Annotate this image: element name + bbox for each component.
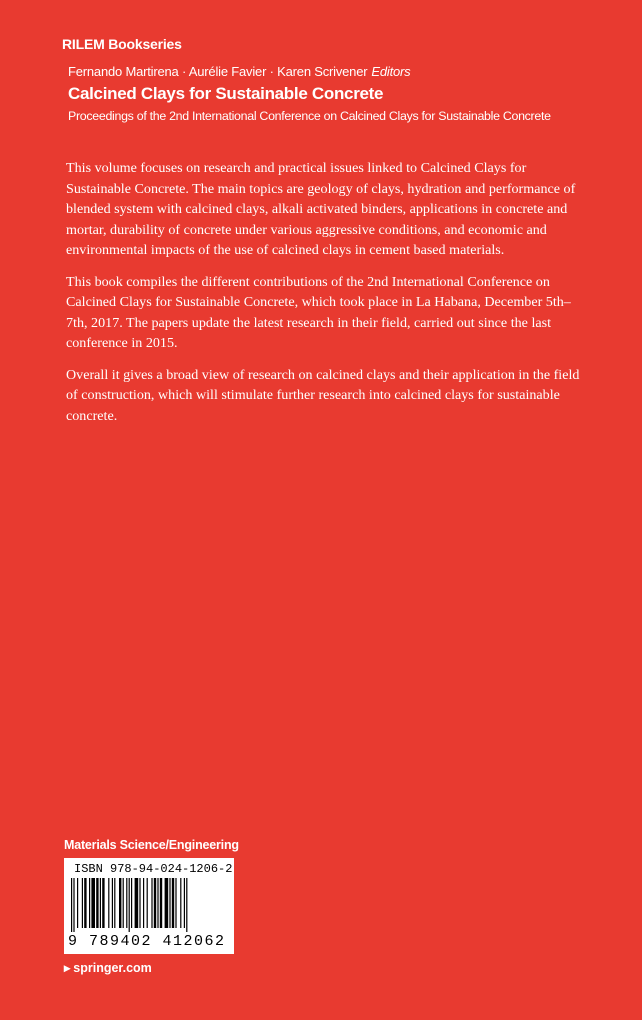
barcode-bar: [165, 878, 169, 928]
editors-line: [68, 64, 410, 79]
barcode-bar: [160, 878, 162, 928]
barcode-image: [71, 878, 227, 932]
barcode-bar: [77, 878, 78, 928]
barcode-bar: [89, 878, 90, 928]
barcode-bar: [186, 878, 187, 932]
barcode-panel: [64, 858, 234, 954]
barcode-bar: [126, 878, 127, 928]
barcode-bar: [143, 878, 144, 928]
barcode-bar: [123, 878, 124, 928]
barcode-digits: 9 789402 412062: [68, 933, 226, 950]
barcode-bar: [129, 878, 130, 932]
barcode-bar: [114, 878, 115, 928]
barcode-bar: [91, 878, 95, 928]
barcode-bar: [131, 878, 132, 928]
barcode-bar: [82, 878, 83, 928]
arrow-icon: ▸: [64, 961, 71, 975]
barcode-bar: [84, 878, 86, 928]
barcode-bar: [108, 878, 109, 928]
barcode-bar: [184, 878, 185, 928]
barcode-bar: [102, 878, 104, 928]
barcode-bar: [119, 878, 121, 928]
barcode-bar: [73, 878, 74, 932]
barcode-bar: [157, 878, 158, 928]
blurb-paragraph: This volume focuses on research and practical issues linked to Calcined Clays for Sustainable Concrete. The main topics are geology of clays, hydration and performance of blended system with calcined clays, alkali activated binders, applications in concrete and mortar, durability of concrete under various aggressive conditions, and economic and environmental impacts of the use of calcined clays in cement based materials.: [66, 160, 576, 258]
barcode-bar: [135, 878, 139, 928]
barcode-bar: [154, 878, 156, 928]
barcode-bar: [100, 878, 101, 928]
barcode-bar: [147, 878, 148, 928]
barcode-bar: [151, 878, 152, 928]
barcode-bar: [172, 878, 174, 928]
isbn-label: ISBN 978-94-024-1206-2: [74, 862, 233, 876]
blurb-paragraph: This book compiles the different contributions of the 2nd International Conference on Calcined Clays for Sustainable Concrete, which took place in La Habana, December 5th–7th, 2017. The papers update the latest research in their field, carried out since the last conference in 2015.: [66, 273, 571, 351]
subject-category: Materials Science/Engineering: [64, 838, 239, 852]
barcode-bar: [169, 878, 170, 928]
editors-role: Editors: [371, 64, 411, 79]
publisher-website: [64, 960, 152, 975]
blurb-paragraph: Overall it gives a broad view of research on calcined clays and their application in the field of construction, which will stimulate further research into calcined clays for sustainable concrete.: [66, 366, 580, 424]
website-label: springer.com: [73, 961, 152, 975]
barcode-bar: [71, 878, 72, 932]
blurb: [66, 158, 580, 437]
book-subtitle: Proceedings of the 2nd International Conference on Calcined Clays for Sustainable Concrete: [68, 109, 551, 123]
series-name: RILEM Bookseries: [62, 36, 182, 52]
book-title: Calcined Clays for Sustainable Concrete: [68, 84, 384, 103]
barcode-bar: [139, 878, 140, 928]
barcode-bar: [175, 878, 176, 928]
barcode-bar: [96, 878, 98, 928]
barcode-bar: [112, 878, 113, 928]
editor-names: Fernando Martirena · Aurélie Favier · Karen Scrivener: [68, 64, 368, 79]
barcode-bar: [180, 878, 181, 928]
